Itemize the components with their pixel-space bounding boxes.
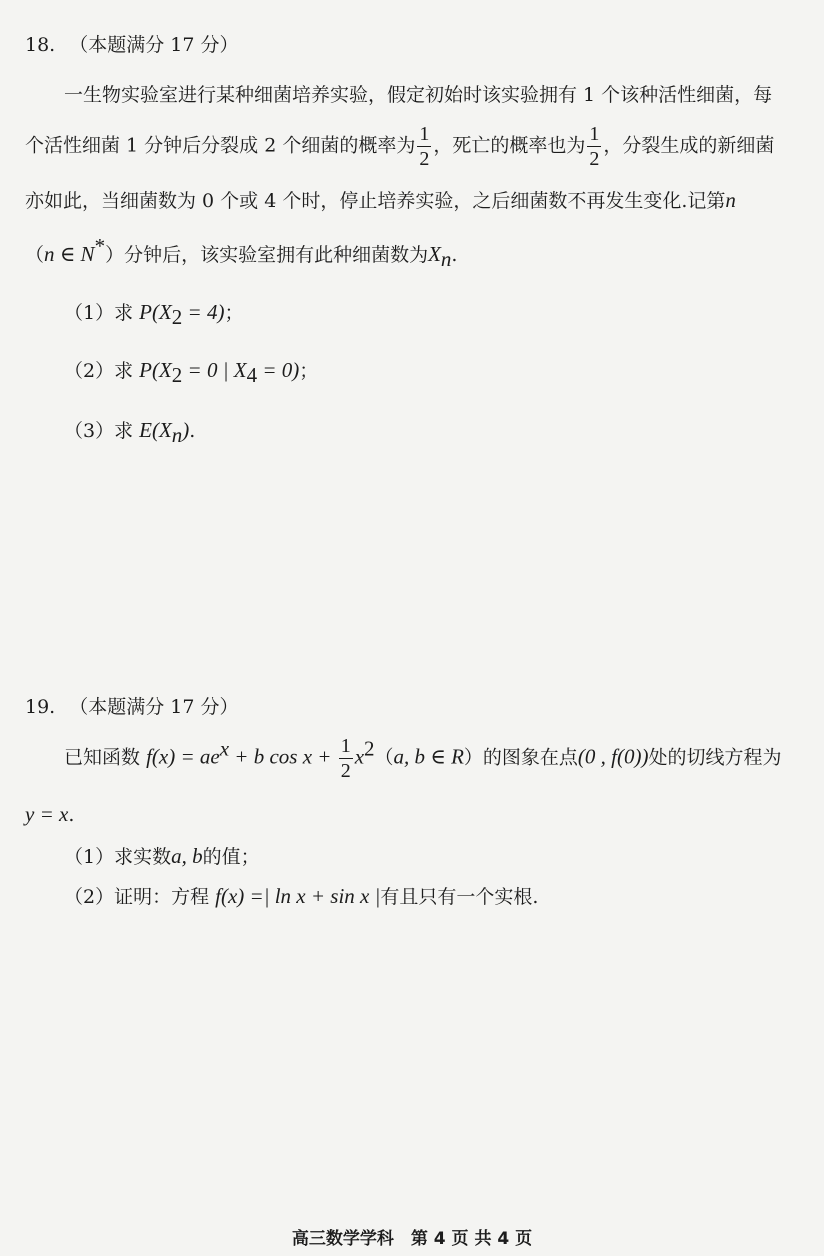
q19-part1: （1）求实数a, b的值； [64, 844, 260, 868]
q19-line2: y = x. [25, 802, 75, 826]
page-footer: 高三数学学科 第 4 页 共 4 页 [291, 1229, 533, 1249]
q18-part2: （2）求 $P(X_2 = 0$ | $X_4 = 0$)； [64, 358, 319, 387]
q18-condition: n ∈ N [44, 242, 95, 266]
q19-line1: 已知函数 $f(x) = ae^x + b$ cos x + $\frac{1}{2}$ $x^2(a$, b ∈ R）的图象在点(0 , f(0))处的切线方程为 [64, 735, 782, 782]
q18-header [25, 36, 238, 55]
q18-part3: （3）求 $E(X_n)$. [64, 418, 196, 447]
q19-score: （本题满分 17 分） [69, 696, 239, 718]
q19-part2: （2）证明：方程 f(x) =| ln x + sin x |有且只有一个实根. [64, 884, 539, 908]
q18-score: （本题满分 17 分） [69, 34, 239, 56]
q18-line4: （n ∈ N*）分钟后，该实验室拥有此种细菌数为$X_n$. [25, 234, 458, 271]
q18-line1: 一生物实验室进行某种细菌培养实验，假定初始时该实验拥有 1 个该种活性细菌，每 [64, 84, 773, 106]
q18-number: 18. [25, 34, 56, 56]
q18-line3: 亦如此，当细菌数为 0 个或 4 个时，停止培养实验，之后细菌数不再发生变化.记第n [25, 188, 736, 212]
q18-fraction-half-1: $\frac{1}{2}$ [419, 123, 430, 170]
q18-var-x: X [428, 242, 441, 266]
q19-fraction-half: $\frac{1}{2}$ [340, 735, 351, 782]
q19-number: 19. [25, 696, 56, 718]
q18-line2: 个活性细菌 1 分钟后分裂成 2 个细菌的概率为 $\frac{1}{2}$ ，死亡的概率也为 $\frac{1}{2}$ ，分裂生成的新细菌 [25, 123, 775, 170]
q18-part1: （1）求 $P(X_2 = 4)$； [64, 300, 244, 329]
q19-function: f(x) = ae [146, 744, 220, 769]
q19-header [25, 698, 238, 717]
q18-fraction-half-2: $\frac{1}{2}$ [589, 123, 600, 170]
